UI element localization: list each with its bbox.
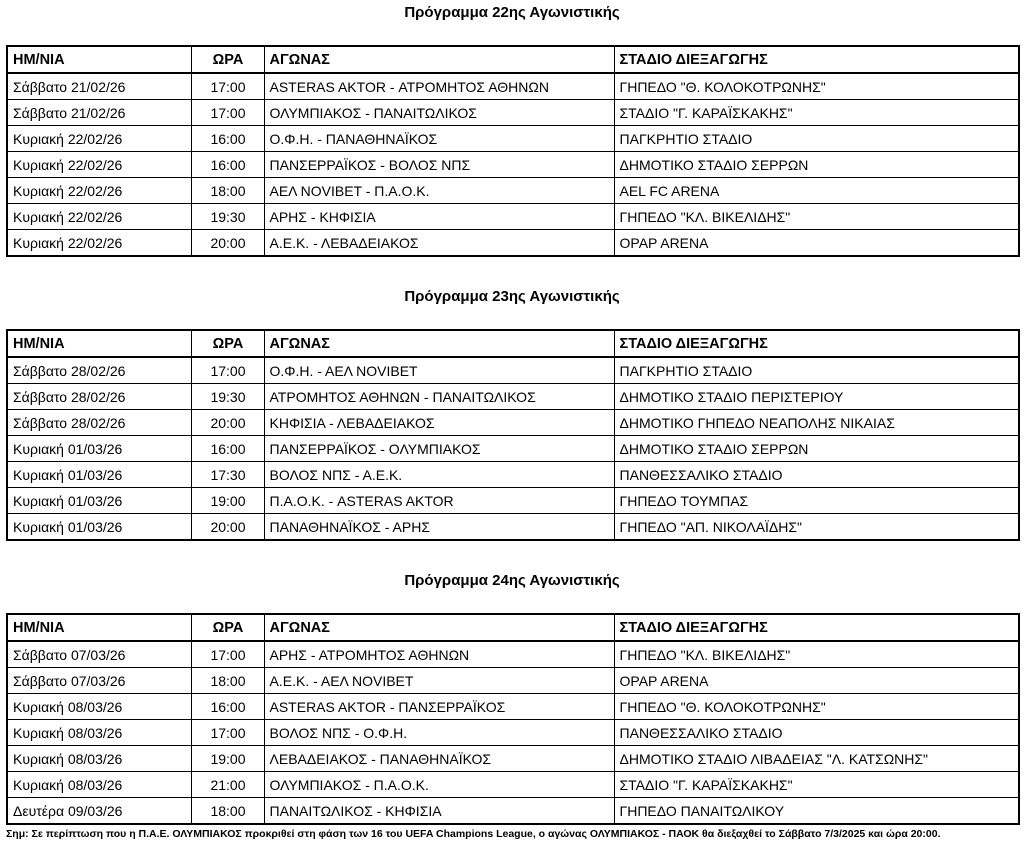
column-header-venue: ΣΤΑΔΙΟ ΔΙΕΞΑΓΩΓΗΣ [614, 614, 1019, 641]
match-cell: Π.Α.Ο.Κ. - ASTERAS AKTOR [264, 488, 614, 514]
date-cell: Κυριακή 01/03/26 [7, 488, 191, 514]
match-cell: ΟΛΥΜΠΙΑΚΟΣ - ΠΑΝΑΙΤΩΛΙΚΟΣ [264, 100, 614, 126]
table-header [7, 330, 1019, 357]
table-row [7, 230, 1019, 257]
date-cell: Κυριακή 08/03/26 [7, 772, 191, 798]
match-cell: ΛΕΒΑΔΕΙΑΚΟΣ - ΠΑΝΑΘΗΝΑΪΚΟΣ [264, 746, 614, 772]
table-body [7, 357, 1019, 540]
date-cell: Σάββατο 07/03/26 [7, 668, 191, 694]
table-row [7, 152, 1019, 178]
match-cell: ASTERAS AKTOR - ΠΑΝΣΕΡΡΑΪΚΟΣ [264, 694, 614, 720]
date-cell: Σάββατο 21/02/26 [7, 73, 191, 100]
column-header-date: ΗΜ/ΝΙΑ [7, 46, 191, 73]
table-row [7, 462, 1019, 488]
time-cell: 16:00 [191, 152, 264, 178]
match-cell: ΒΟΛΟΣ ΝΠΣ - Α.Ε.Κ. [264, 462, 614, 488]
time-cell: 17:00 [191, 357, 264, 384]
match-cell: ΑΤΡΟΜΗΤΟΣ ΑΘΗΝΩΝ - ΠΑΝΑΙΤΩΛΙΚΟΣ [264, 384, 614, 410]
date-cell: Κυριακή 01/03/26 [7, 436, 191, 462]
column-header-time: ΩΡΑ [191, 330, 264, 357]
venue-cell: AEL FC ARENA [614, 178, 1019, 204]
venue-cell: ΓΗΠΕΔΟ "Θ. ΚΟΛΟΚΟΤΡΩΝΗΣ" [614, 694, 1019, 720]
matchday-22-title: Πρόγραμμα 22ης Αγωνιστικής [404, 4, 620, 21]
match-cell: ΠΑΝΑΙΤΩΛΙΚΟΣ - ΚΗΦΙΣΙΑ [264, 798, 614, 825]
match-cell: ΠΑΝΑΘΗΝΑΪΚΟΣ - ΑΡΗΣ [264, 514, 614, 541]
date-cell: Κυριακή 22/02/26 [7, 178, 191, 204]
table-row [7, 488, 1019, 514]
matchday-23-title: Πρόγραμμα 23ης Αγωνιστικής [404, 288, 620, 305]
table-row [7, 73, 1019, 100]
venue-cell: ΔΗΜΟΤΙΚΟ ΣΤΑΔΙΟ ΣΕΡΡΩΝ [614, 436, 1019, 462]
date-cell: Κυριακή 01/03/26 [7, 462, 191, 488]
matchday-24-title: Πρόγραμμα 24ης Αγωνιστικής [404, 572, 620, 589]
table-row [7, 436, 1019, 462]
matchday-23-table [6, 329, 1020, 541]
column-header-date: ΗΜ/ΝΙΑ [7, 330, 191, 357]
table-row [7, 720, 1019, 746]
matchday-22-table [6, 45, 1020, 257]
venue-cell: ΔΗΜΟΤΙΚΟ ΣΤΑΔΙΟ ΛΙΒΑΔΕΙΑΣ "Λ. ΚΑΤΣΩΝΗΣ" [614, 746, 1019, 772]
date-cell: Κυριακή 01/03/26 [7, 514, 191, 541]
time-cell: 18:00 [191, 668, 264, 694]
venue-cell: ΠΑΝΘΕΣΣΑΛΙΚΟ ΣΤΑΔΙΟ [614, 720, 1019, 746]
venue-cell: ΠΑΓΚΡΗΤΙΟ ΣΤΑΔΙΟ [614, 357, 1019, 384]
time-cell: 16:00 [191, 126, 264, 152]
venue-cell: ΓΗΠΕΔΟ "Θ. ΚΟΛΟΚΟΤΡΩΝΗΣ" [614, 73, 1019, 100]
match-cell: ΑΡΗΣ - ΚΗΦΙΣΙΑ [264, 204, 614, 230]
venue-cell: ΓΗΠΕΔΟ "ΑΠ. ΝΙΚΟΛΑΪΔΗΣ" [614, 514, 1019, 541]
date-cell: Δευτέρα 09/03/26 [7, 798, 191, 825]
venue-cell: ΣΤΑΔΙΟ "Γ. ΚΑΡΑΪΣΚΑΚΗΣ" [614, 100, 1019, 126]
column-header-match: ΑΓΩΝΑΣ [264, 330, 614, 357]
time-cell: 19:30 [191, 204, 264, 230]
table-body [7, 73, 1019, 256]
match-cell: ΑΡΗΣ - ΑΤΡΟΜΗΤΟΣ ΑΘΗΝΩΝ [264, 641, 614, 668]
time-cell: 19:30 [191, 384, 264, 410]
column-header-match: ΑΓΩΝΑΣ [264, 614, 614, 641]
date-cell: Σάββατο 28/02/26 [7, 384, 191, 410]
table-row [7, 384, 1019, 410]
time-cell: 20:00 [191, 514, 264, 541]
time-cell: 18:00 [191, 798, 264, 825]
table-row [7, 410, 1019, 436]
matchday-24-table [6, 613, 1020, 825]
footnote: Σημ: Σε περίπτωση που η Π.Α.Ε. ΟΛΥΜΠΙΑΚΟΣ προκριθεί στη φάση των 16 του UEFA Champions League, ο αγώνας ΟΛΥΜΠΙΑΚΟΣ - ΠΑΟΚ θα διεξαχθεί το Σάββατο 7/3/2025 και ώρα 20:00. [6, 828, 941, 840]
table-row [7, 798, 1019, 825]
table-row [7, 641, 1019, 668]
time-cell: 20:00 [191, 230, 264, 257]
time-cell: 19:00 [191, 746, 264, 772]
date-cell: Κυριακή 08/03/26 [7, 694, 191, 720]
match-cell: ΚΗΦΙΣΙΑ - ΛΕΒΑΔΕΙΑΚΟΣ [264, 410, 614, 436]
date-cell: Κυριακή 08/03/26 [7, 720, 191, 746]
time-cell: 16:00 [191, 436, 264, 462]
time-cell: 18:00 [191, 178, 264, 204]
time-cell: 17:00 [191, 720, 264, 746]
match-cell: Ο.Φ.Η. - ΠΑΝΑΘΗΝΑΪΚΟΣ [264, 126, 614, 152]
match-cell: ΠΑΝΣΕΡΡΑΪΚΟΣ - ΟΛΥΜΠΙΑΚΟΣ [264, 436, 614, 462]
column-header-venue: ΣΤΑΔΙΟ ΔΙΕΞΑΓΩΓΗΣ [614, 46, 1019, 73]
column-header-date: ΗΜ/ΝΙΑ [7, 614, 191, 641]
time-cell: 17:00 [191, 641, 264, 668]
table-row [7, 668, 1019, 694]
venue-cell: ΠΑΝΘΕΣΣΑΛΙΚΟ ΣΤΑΔΙΟ [614, 462, 1019, 488]
time-cell: 17:00 [191, 73, 264, 100]
match-cell: ΟΛΥΜΠΙΑΚΟΣ - Π.Α.Ο.Κ. [264, 772, 614, 798]
venue-cell: ΔΗΜΟΤΙΚΟ ΣΤΑΔΙΟ ΠΕΡΙΣΤΕΡΙΟΥ [614, 384, 1019, 410]
table-row [7, 514, 1019, 541]
match-cell: Α.Ε.Κ. - ΑΕΛ NOVIBET [264, 668, 614, 694]
table-row [7, 204, 1019, 230]
column-header-time: ΩΡΑ [191, 614, 264, 641]
header-row [7, 46, 1019, 73]
date-cell: Σάββατο 07/03/26 [7, 641, 191, 668]
match-cell: ΑΕΛ NOVIBET - Π.Α.Ο.Κ. [264, 178, 614, 204]
match-cell: Α.Ε.Κ. - ΛΕΒΑΔΕΙΑΚΟΣ [264, 230, 614, 257]
date-cell: Σάββατο 21/02/26 [7, 100, 191, 126]
time-cell: 20:00 [191, 410, 264, 436]
table-header [7, 46, 1019, 73]
column-header-time: ΩΡΑ [191, 46, 264, 73]
table-row [7, 357, 1019, 384]
table-row [7, 746, 1019, 772]
column-header-venue: ΣΤΑΔΙΟ ΔΙΕΞΑΓΩΓΗΣ [614, 330, 1019, 357]
table-header [7, 614, 1019, 641]
date-cell: Σάββατο 28/02/26 [7, 357, 191, 384]
venue-cell: OPAP ARENA [614, 668, 1019, 694]
table-row [7, 694, 1019, 720]
table-row [7, 126, 1019, 152]
match-cell: Ο.Φ.Η. - ΑΕΛ NOVIBET [264, 357, 614, 384]
date-cell: Κυριακή 22/02/26 [7, 230, 191, 257]
time-cell: 16:00 [191, 694, 264, 720]
match-cell: ΠΑΝΣΕΡΡΑΪΚΟΣ - ΒΟΛΟΣ ΝΠΣ [264, 152, 614, 178]
venue-cell: ΠΑΓΚΡΗΤΙΟ ΣΤΑΔΙΟ [614, 126, 1019, 152]
match-cell: ASTERAS AKTOR - ΑΤΡΟΜΗΤΟΣ ΑΘΗΝΩΝ [264, 73, 614, 100]
venue-cell: ΓΗΠΕΔΟ ΤΟΥΜΠΑΣ [614, 488, 1019, 514]
header-row [7, 330, 1019, 357]
table-row [7, 178, 1019, 204]
venue-cell: ΓΗΠΕΔΟ "ΚΛ. ΒΙΚΕΛΙΔΗΣ" [614, 204, 1019, 230]
venue-cell: OPAP ARENA [614, 230, 1019, 257]
venue-cell: ΣΤΑΔΙΟ "Γ. ΚΑΡΑΪΣΚΑΚΗΣ" [614, 772, 1019, 798]
venue-cell: ΔΗΜΟΤΙΚΟ ΓΗΠΕΔΟ ΝΕΑΠΟΛΗΣ ΝΙΚΑΙΑΣ [614, 410, 1019, 436]
date-cell: Κυριακή 22/02/26 [7, 204, 191, 230]
date-cell: Κυριακή 22/02/26 [7, 126, 191, 152]
table-body [7, 641, 1019, 824]
date-cell: Κυριακή 22/02/26 [7, 152, 191, 178]
date-cell: Σάββατο 28/02/26 [7, 410, 191, 436]
column-header-match: ΑΓΩΝΑΣ [264, 46, 614, 73]
match-cell: ΒΟΛΟΣ ΝΠΣ - Ο.Φ.Η. [264, 720, 614, 746]
date-cell: Κυριακή 08/03/26 [7, 746, 191, 772]
table-row [7, 772, 1019, 798]
venue-cell: ΓΗΠΕΔΟ "ΚΛ. ΒΙΚΕΛΙΔΗΣ" [614, 641, 1019, 668]
time-cell: 19:00 [191, 488, 264, 514]
time-cell: 17:30 [191, 462, 264, 488]
venue-cell: ΓΗΠΕΔΟ ΠΑΝΑΙΤΩΛΙΚΟΥ [614, 798, 1019, 825]
time-cell: 21:00 [191, 772, 264, 798]
header-row [7, 614, 1019, 641]
time-cell: 17:00 [191, 100, 264, 126]
venue-cell: ΔΗΜΟΤΙΚΟ ΣΤΑΔΙΟ ΣΕΡΡΩΝ [614, 152, 1019, 178]
table-row [7, 100, 1019, 126]
